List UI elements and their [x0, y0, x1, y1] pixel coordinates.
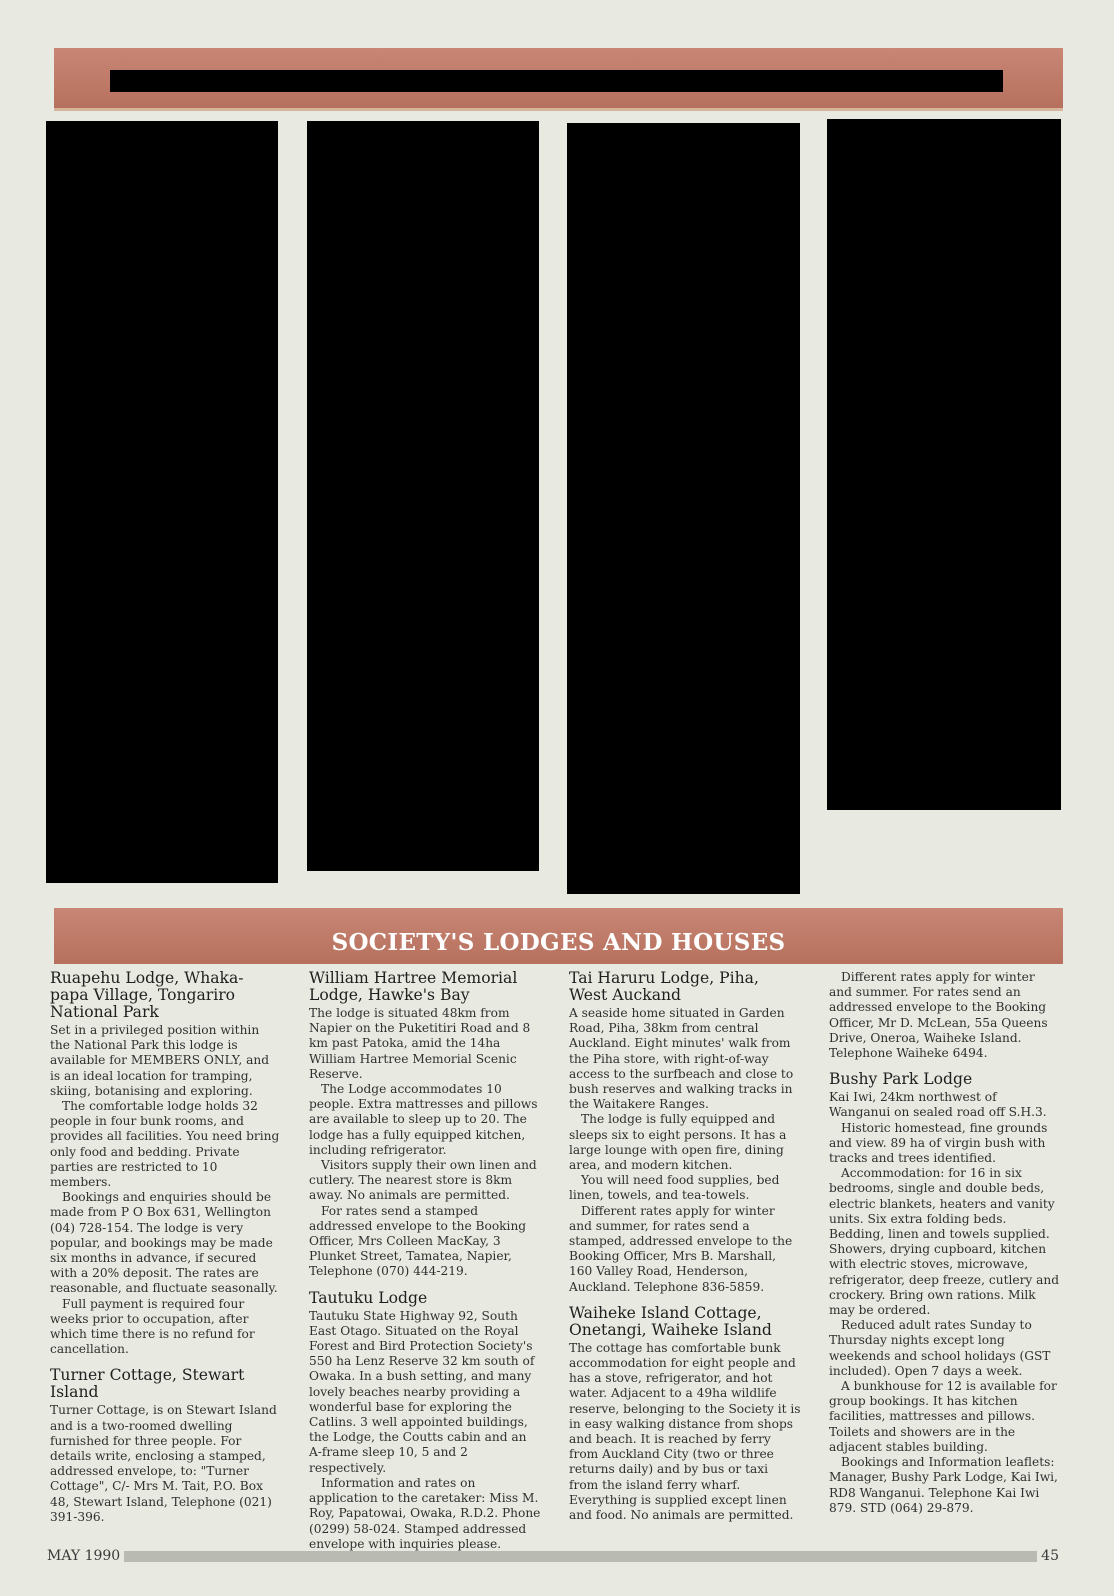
footer-date: MAY 1990 — [47, 1548, 121, 1564]
entry-paragraph: Accommodation: for 16 in six bedrooms, single and double beds, electric blankets, heaters and vanity units. Six extra folding beds. Bedding, linen and towels supplied. Showers, drying cupboard, kitchen with electric stoves, microwave, refrigerator, deep freeze, cutlery and crockery. Bring own rations. Milk may be ordered. — [829, 1166, 1060, 1318]
entry-paragraph: Different rates apply for winter and summer, for rates send a stamped, addressed envelope to the Booking Officer, Mrs B. Marshall, 160 Valley Road, Henderson, Auckland. Telephone 836-5859. — [569, 1203, 793, 1294]
section-header-band — [54, 908, 1063, 964]
redacted-photo-2 — [307, 121, 539, 871]
entry-paragraph: The comfortable lodge holds 32 people in four bunk rooms, and provides all facilities. You need bring only food and bedding. Private parties are restricted to 10 members. — [50, 1099, 280, 1190]
text-column-2 — [309, 970, 541, 1552]
text-column-1 — [50, 970, 282, 1525]
text-column-4 — [829, 970, 1061, 1516]
top-banner — [54, 48, 1063, 111]
entry-title: Bushy Park Lodge — [829, 1070, 973, 1089]
entry-title: William Hartree Memorial Lodge, Hawke's Bay — [309, 969, 518, 1004]
entry-paragraph: You will need food supplies, bed linen, towels, and tea-towels. — [569, 1173, 780, 1203]
entry-paragraph: Information and rates on application to the caretaker: Miss M. Roy, Papatowai, Owaka, R.D.2. Phone (0299) 58-024. Stamped addressed envelope with inquiries please. — [309, 1475, 541, 1551]
page-footer — [47, 1546, 1059, 1566]
entry-paragraph: Set in a privileged position within the National Park this lodge is available for MEMBERS ONLY, and is an ideal location for tramping, skiing, botanising and exploring. — [50, 1023, 270, 1098]
entry-paragraph: The lodge is fully equipped and sleeps six to eight persons. It has a large lounge with open fire, dining area, and modern kitchen. — [569, 1112, 787, 1173]
entry-paragraph: For rates send a stamped addressed envelope to the Booking Officer, Mrs Colleen MacKay, 3 Plunket Street, Tamatea, Napier, Telephone (070) 444-219. — [309, 1203, 527, 1279]
entry-paragraph: Visitors supply their own linen and cutlery. The nearest store is 8km away. No animals are permitted. — [309, 1158, 537, 1203]
entry-paragraph: The Lodge accommodates 10 people. Extra mattresses and pillows are available to sleep up to 20. The lodge has a fully equipped kitchen, including refrigerator. — [309, 1082, 538, 1157]
entry-title: Tai Haruru Lodge, Piha, West Auckand — [569, 969, 759, 1004]
footer-rule — [124, 1551, 1037, 1562]
entry-paragraph: The lodge is situated 48km from Napier on the Puketitiri Road and 8 km past Patoka, amid the 14ha William Hartree Memorial Scenic Reserve. — [309, 1006, 531, 1081]
redacted-photo-1 — [46, 121, 278, 883]
entry-paragraph: Reduced adult rates Sunday to Thursday nights except long weekends and school holidays (GST included). Open 7 days a week. — [829, 1318, 1051, 1378]
entry-paragraph: A seaside home situated in Garden Road, Piha, 38km from central Auckland. Eight minutes' walk from the Piha store, with right-of-way access to the surfbeach and close to bush reserves and walking tracks in the Waitakere Ranges. — [569, 1006, 794, 1112]
entry-paragraph: Kai Iwi, 24km northwest of Wanganui on sealed road off S.H.3. — [829, 1090, 1047, 1120]
entry-title: Turner Cottage, Stewart Island — [50, 1366, 245, 1402]
page-number: 45 — [1041, 1548, 1059, 1564]
entry-paragraph: Turner Cottage, is on Stewart Island and is a two-roomed dwelling furnished for three people. For details write, enclosing a stamped, addressed envelope, to: "Turner Cottage", C/- Mrs M. Tait, P.O. Box 48, Stewart Island, Telephone (021) 391-396. — [50, 1403, 277, 1524]
entry-paragraph: Bookings and enquiries should be made from P O Box 631, Wellington (04) 728-154. The lodge is very popular, and bookings may be made six months in advance, if secured with a 20% deposit. The rates are reasonable, and fluctuate seasonally. — [50, 1190, 278, 1296]
section-title: SOCIETY'S LODGES AND HOUSES — [331, 929, 786, 956]
entry-paragraph: Different rates apply for winter and summer. For rates send an addressed envelope to the Booking Officer, Mr D. McLean, 55a Queens Drive, Oneroa, Waiheke Island. Telephone Waiheke 6494. — [829, 970, 1048, 1061]
entry-paragraph: A bunkhouse for 12 is available for group bookings. It has kitchen facilities, mattresses and pillows. Toilets and showers are in the adjacent stables building. — [829, 1379, 1057, 1454]
entry-title: Ruapehu Lodge, Whaka-papa Village, Tongariro National Park — [50, 969, 244, 1021]
entry-title: Waiheke Island Cottage, Onetangi, Waiheke Island — [569, 1303, 772, 1339]
entry-paragraph: Bookings and Information leaflets: Manager, Bushy Park Lodge, Kai Iwi, RD8 Wanganui. Telephone Kai Iwi 879. STD (064) 29-879. — [829, 1455, 1058, 1515]
redacted-photo-4 — [827, 119, 1061, 810]
entry-title: Tautuku Lodge — [309, 1288, 428, 1307]
entry-paragraph: Historic homestead, fine grounds and view. 89 ha of virgin bush with tracks and trees identified. — [829, 1120, 1048, 1166]
redacted-title-bar — [110, 70, 1003, 92]
redacted-photo-3 — [567, 123, 800, 894]
entry-paragraph: Full payment is required four weeks prior to occupation, after which time there is no refund for cancellation. — [50, 1296, 255, 1357]
text-column-3 — [569, 970, 801, 1523]
entry-paragraph: Tautuku State Highway 92, South East Otago. Situated on the Royal Forest and Bird Protection Society's 550 ha Lenz Reserve 32 km south of Owaka. In a bush setting, and many lovely beaches nearby providing a wonderful base for exploring the Catlins. 3 well appointed buildings, the Lodge, the Coutts cabin and an A-frame sleep 10, 5 and 2 respectively. — [309, 1308, 535, 1475]
entry-paragraph: The cottage has comfortable bunk accommodation for eight people and has a stove, refrigerator, and hot water. Adjacent to a 49ha wildlife reserve, belonging to the Society it is in easy walking distance from shops and beach. It is reached by ferry from Auckland City (two or three returns daily) and by bus or taxi from the island ferry wharf. Everything is supplied except linen and food. No animals are permitted. — [569, 1340, 801, 1523]
